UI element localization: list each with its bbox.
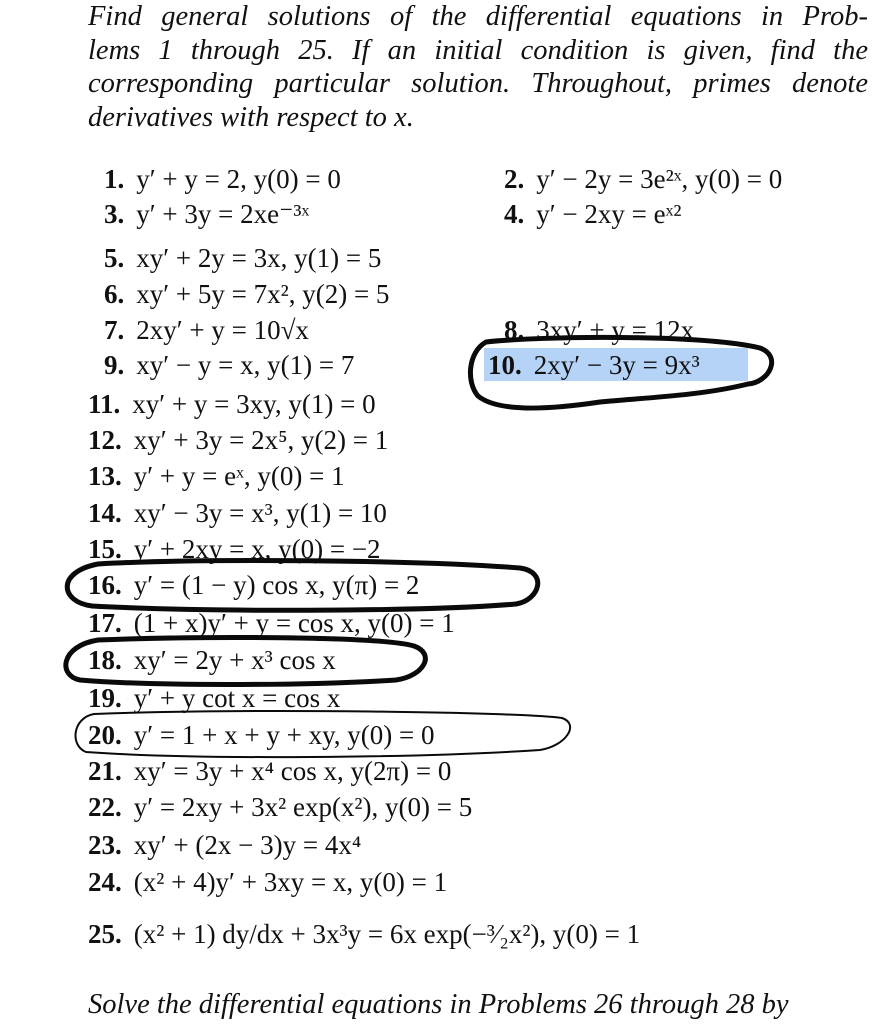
problem-10: 10. 2xy′ − 3y = 9x³ — [488, 350, 700, 380]
problem-8: 8. 3xy′ + y = 12x — [504, 315, 695, 345]
problem-1: 1. y′ + y = 2, y(0) = 0 — [104, 164, 341, 194]
problem-6: 6. xy′ + 5y = 7x², y(2) = 5 — [104, 279, 390, 309]
problem-22: 22. y′ = 2xy + 3x² exp(x²), y(0) = 5 — [88, 792, 473, 822]
problem-19: 19. y′ + y cot x = cos x — [88, 683, 341, 713]
instructions-line-3: corresponding particular solution. Throughout, primes denote — [88, 68, 868, 99]
problem-24: 24. (x² + 4)y′ + 3xy = x, y(0) = 1 — [88, 867, 448, 897]
problem-3: 3. y′ + 3y = 2xe⁻³ˣ — [104, 199, 310, 229]
instructions-paragraph — [88, 0, 868, 134]
problem-9: 9. xy′ − y = x, y(1) = 7 — [104, 350, 355, 380]
next-section-instructions: Solve the differential equations in Problems 26 through 28 by — [88, 989, 789, 1020]
problem-23: 23. xy′ + (2x − 3)y = 4x⁴ — [88, 830, 362, 860]
problem-13: 13. y′ + y = eˣ, y(0) = 1 — [88, 461, 345, 491]
instructions-line-2: lems 1 through 25. If an initial condition is given, find the — [88, 34, 868, 66]
problem-21: 21. xy′ = 3y + x⁴ cos x, y(2π) = 0 — [88, 756, 452, 786]
problem-14: 14. xy′ − 3y = x³, y(1) = 10 — [88, 498, 387, 528]
problem-18: 18. xy′ = 2y + x³ cos x — [88, 645, 336, 675]
problem-25: 25. (x² + 1) dy/dx + 3x³y = 6x exp(−³⁄₂x²), y(0) = 1 — [88, 919, 641, 949]
problem-5: 5. xy′ + 2y = 3x, y(1) = 5 — [104, 243, 382, 273]
problem-17: 17. (1 + x)y′ + y = cos x, y(0) = 1 — [88, 608, 455, 638]
problem-7: 7. 2xy′ + y = 10√x — [104, 315, 309, 345]
problem-11: 11. xy′ + y = 3xy, y(1) = 0 — [88, 389, 376, 419]
problem-4: 4. y′ − 2xy = eˣ² — [504, 199, 682, 229]
problem-12: 12. xy′ + 3y = 2x⁵, y(2) = 1 — [88, 425, 389, 455]
problem-16: 16. y′ = (1 − y) cos x, y(π) = 2 — [88, 570, 420, 600]
problem-20: 20. y′ = 1 + x + y + xy, y(0) = 0 — [88, 720, 435, 750]
problem-15: 15. y′ + 2xy = x, y(0) = −2 — [88, 534, 381, 564]
instructions-line-4: derivatives with respect to x. — [88, 101, 414, 133]
problem-2: 2. y′ − 2y = 3e²ˣ, y(0) = 0 — [504, 164, 783, 194]
instructions-line-1: Find general solutions of the differential equations in Prob- — [88, 1, 868, 32]
